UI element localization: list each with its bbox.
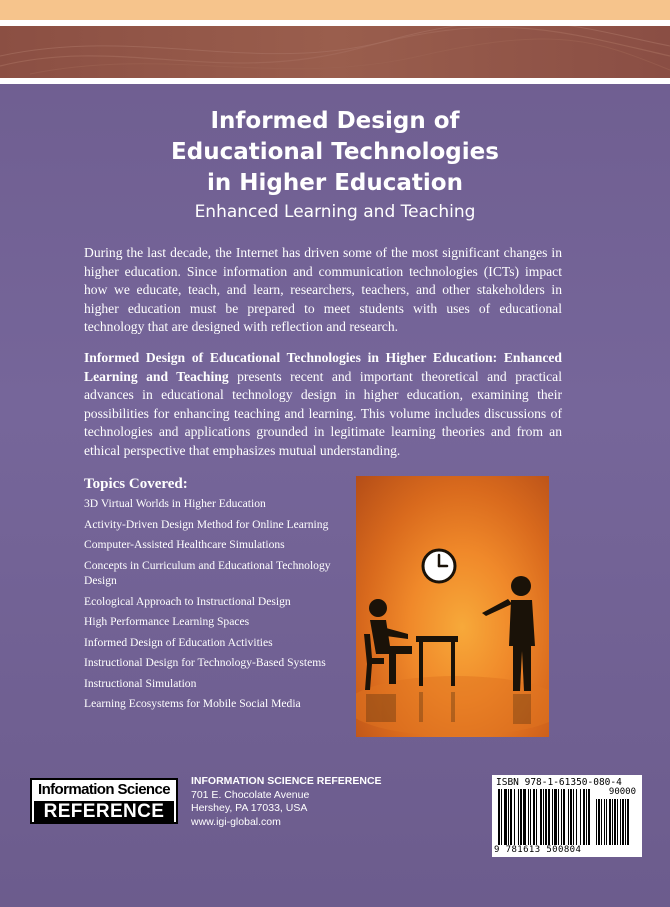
decorative-band <box>0 26 670 78</box>
barcode-bar <box>609 799 611 845</box>
swirl-pattern-icon <box>0 26 670 78</box>
barcode-bar <box>514 789 515 845</box>
topic-item: Instructional Simulation <box>84 676 197 690</box>
bottom-divider <box>0 78 670 84</box>
barcode-bar <box>576 789 577 845</box>
isbn-barcode <box>492 775 642 857</box>
barcode-bar <box>573 789 574 845</box>
topic-item: Instructional Design for Technology-Based Systems <box>84 656 326 669</box>
classroom-silhouette-illustration-icon <box>356 476 549 737</box>
topic-item: Computer-Assisted Healthcare Simulations <box>84 538 285 551</box>
barcode-bar <box>520 789 522 845</box>
barcode-digits: 9 781613 500804 <box>494 845 582 855</box>
publisher-address-2: Hershey, PA 17033, USA <box>191 802 308 814</box>
title-line-1: Informed Design of <box>210 108 460 134</box>
barcode-bar <box>563 789 565 845</box>
barcode-bar <box>583 789 585 845</box>
top-color-band <box>0 0 670 20</box>
barcode-bar <box>598 799 600 845</box>
topic-item: Informed Design of Education Activities <box>84 635 273 649</box>
barcode-bar <box>617 799 618 845</box>
topic-item: Ecological Approach to Instructional Design <box>84 594 291 608</box>
barcode-bar <box>504 789 507 845</box>
description-paragraph-1: During the last decade, the Internet has driven some of the most significant changes in higher education. Since information and communication technologies (ICTs) impact how we educate, teach, and learn, researchers, teachers, and other stakeholders in higher education must be prepared to meet students with uses of educational technology that are designed with reflection and research. <box>84 245 562 334</box>
barcode-bar <box>528 789 529 845</box>
barcode-bar <box>552 789 553 845</box>
topics-list <box>84 496 354 717</box>
title-line-2: Educational Technologies <box>171 139 499 165</box>
barcode-bar <box>596 799 597 845</box>
barcode-bar <box>612 799 613 845</box>
barcode-bar <box>568 789 569 845</box>
barcode-bar <box>627 799 629 845</box>
barcode-bar <box>501 789 502 845</box>
barcode-bar <box>604 799 605 845</box>
barcode-bar <box>561 789 562 845</box>
topic-item: Learning Ecosystems for Mobile Social Media <box>84 697 301 710</box>
barcode-bar <box>540 789 542 845</box>
barcode-bar <box>545 789 547 845</box>
barcode-bar <box>543 789 544 845</box>
barcode-bar <box>580 789 581 845</box>
barcode-bar <box>533 789 535 845</box>
topic-item: High Performance Learning Spaces <box>84 615 250 628</box>
logo-line-2: REFERENCE <box>34 801 174 822</box>
topics-heading: Topics Covered: <box>84 476 188 492</box>
barcode-bar <box>548 789 550 845</box>
barcode-bar <box>614 799 616 845</box>
barcode-bar <box>498 789 500 845</box>
paragraph-body: presents recent and important theoretical and practical advances in educational technology design in higher education, examining their possibilities for enhancing teaching and learning. This volume includes discussions of technologies and applications grounded in legitimate learning theories and from an ethical perspective that emphasizes mutual understanding. <box>84 368 562 458</box>
book-subtitle: Enhanced Learning and Teaching <box>194 202 476 222</box>
book-title <box>60 106 610 199</box>
publisher-logo <box>30 778 178 824</box>
barcode-bar <box>622 799 624 845</box>
title-reference: Informed Design of Educational Technologies in Higher Education: Enhanced Learning and Teaching <box>84 350 562 384</box>
barcode-bar <box>601 799 602 845</box>
topic-item: Activity-Driven Design Method for Online Learning <box>84 517 329 531</box>
topic-item: Concepts in Curriculum and Educational Technology Design <box>84 558 331 587</box>
barcode-bar <box>523 789 526 845</box>
publisher-info <box>191 775 382 829</box>
barcode-bar <box>510 789 512 845</box>
price-code: 90000 <box>608 787 636 797</box>
barcode-bar <box>588 789 590 845</box>
title-line-3: in Higher Education <box>207 170 463 196</box>
isbn-number: ISBN 978-1-61350-080-4 <box>496 777 622 788</box>
cover-illustration <box>356 476 549 737</box>
barcode-bar <box>530 789 531 845</box>
publisher-name: INFORMATION SCIENCE REFERENCE <box>191 775 382 787</box>
description-paragraph-2 <box>84 349 562 460</box>
barcode-bar <box>620 799 621 845</box>
barcode-bar <box>536 789 537 845</box>
barcode-bar <box>558 789 559 845</box>
logo-line-1: Information Science <box>38 781 170 798</box>
barcode-bar <box>570 789 572 845</box>
barcode-bar <box>606 799 607 845</box>
barcode-bar <box>508 789 509 845</box>
barcode-bar <box>625 799 626 845</box>
barcode-bar <box>586 789 587 845</box>
topic-item: 3D Virtual Worlds in Higher Education <box>84 497 266 510</box>
publisher-address-1: 701 E. Chocolate Avenue <box>191 788 310 801</box>
publisher-website: www.igi-global.com <box>191 815 281 828</box>
barcode-bar <box>554 789 557 845</box>
barcode-bar <box>518 789 519 845</box>
